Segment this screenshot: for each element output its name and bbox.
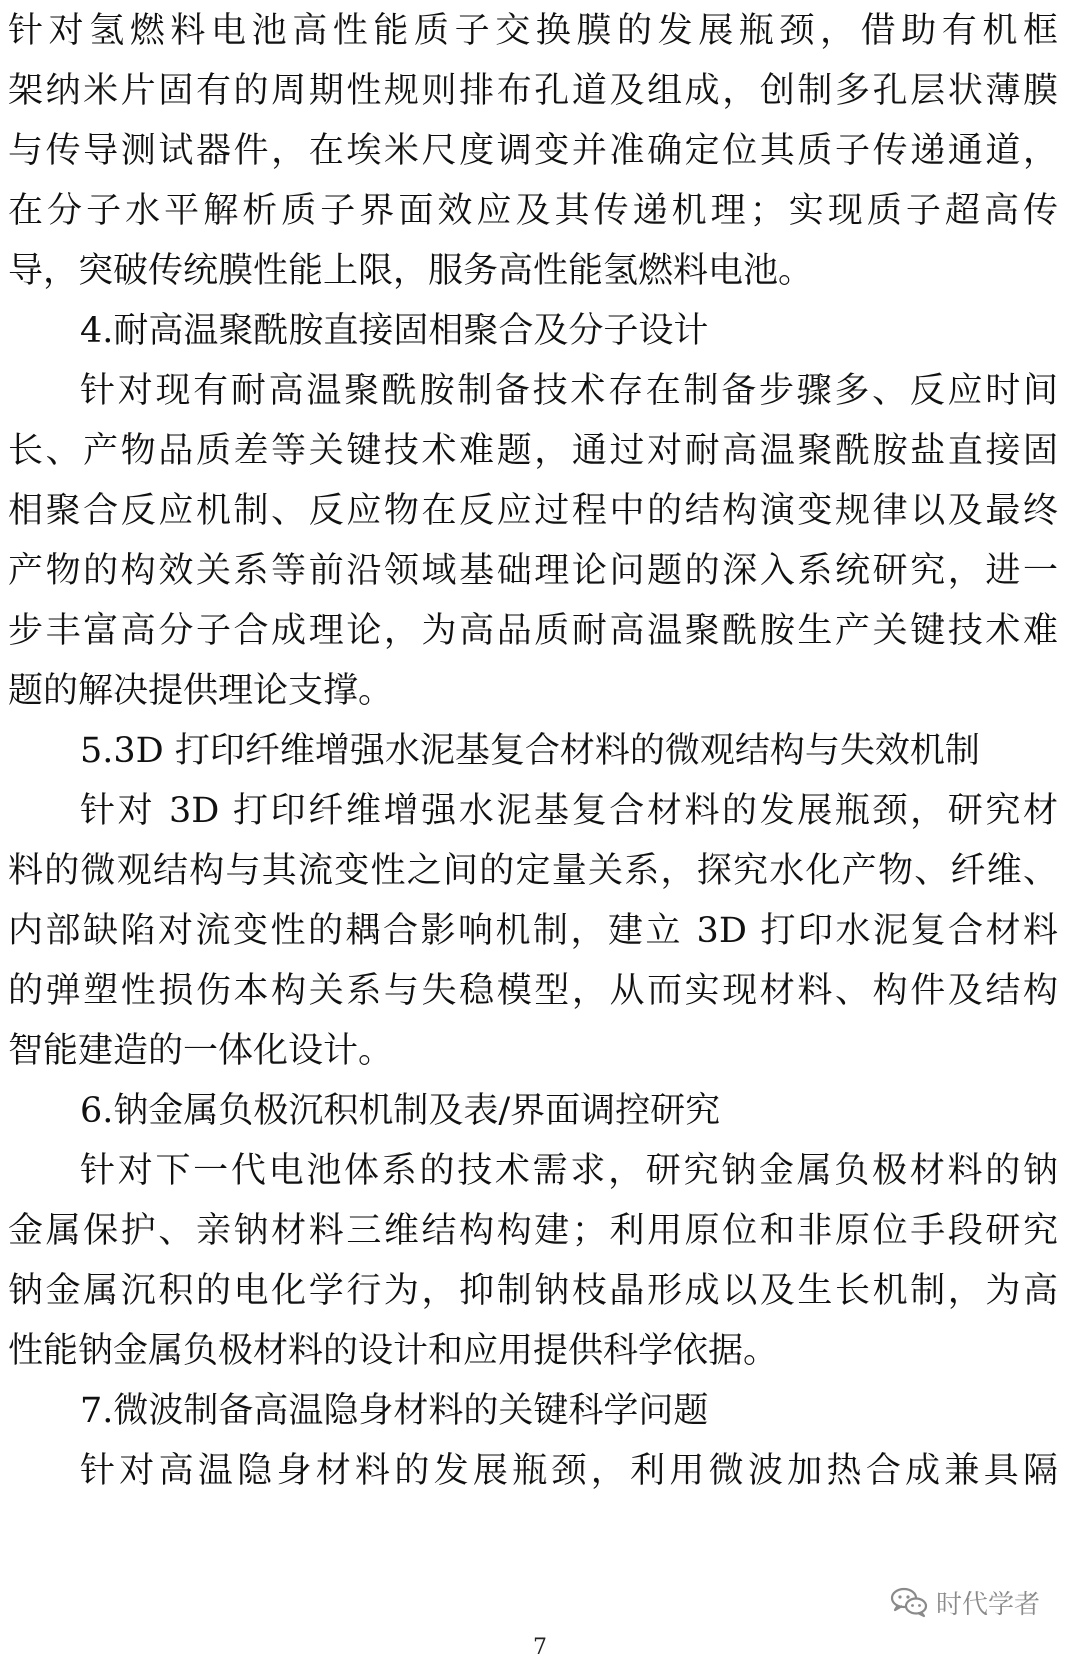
body-line: 产物的构效关系等前沿领域基础理论问题的深入系统研究，进一	[8, 551, 1058, 591]
body-line: 针对现有耐高温聚酰胺制备技术存在制备步骤多、反应时间	[80, 371, 1058, 411]
body-line: 与传导测试器件，在埃米尺度调变并准确定位其质子传递通道，	[8, 131, 1058, 171]
body-line: 智能建造的一体化设计。	[8, 1031, 394, 1071]
body-line: 的弹塑性损伤本构关系与失稳模型，从而实现材料、构件及结构	[8, 971, 1058, 1011]
body-line: 步丰富高分子合成理论，为高品质耐高温聚酰胺生产关键技术难	[8, 611, 1058, 651]
watermark-text: 时代学者	[936, 1589, 1041, 1620]
wechat-icon	[890, 1586, 928, 1618]
body-line: 内部缺陷对流变性的耦合影响机制，建立 3D 打印水泥复合材料	[8, 911, 1058, 951]
body-line: 料的微观结构与其流变性之间的定量关系，探究水化产物、纤维、	[8, 851, 1058, 891]
section-heading: 5.3D 打印纤维增强水泥基复合材料的微观结构与失效机制	[80, 731, 980, 771]
body-line: 针对下一代电池体系的技术需求，研究钠金属负极材料的钠	[80, 1151, 1058, 1191]
section-heading: 6.钠金属负极沉积机制及表/界面调控研究	[80, 1091, 721, 1131]
body-line: 针对高温隐身材料的发展瓶颈，利用微波加热合成兼具隔	[80, 1451, 1058, 1491]
page-number: 7	[533, 1635, 547, 1660]
body-line: 金属保护、亲钠材料三维结构构建；利用原位和非原位手段研究	[8, 1211, 1058, 1251]
body-line: 钠金属沉积的电化学行为，抑制钠枝晶形成以及生长机制，为高	[8, 1271, 1058, 1311]
body-line: 针对氢燃料电池高性能质子交换膜的发展瓶颈，借助有机框	[8, 11, 1058, 51]
body-line: 题的解决提供理论支撑。	[8, 671, 394, 711]
body-line: 相聚合反应机制、反应物在反应过程中的结构演变规律以及最终	[8, 491, 1058, 531]
section-heading: 4.耐高温聚酰胺直接固相聚合及分子设计	[80, 311, 709, 351]
section-heading: 7.微波制备高温隐身材料的关键科学问题	[80, 1391, 709, 1431]
body-line: 导，突破传统膜性能上限，服务高性能氢燃料电池。	[8, 251, 814, 291]
watermark	[890, 1582, 1040, 1622]
body-line: 针对 3D 打印纤维增强水泥基复合材料的发展瓶颈，研究材	[80, 791, 1058, 831]
body-line: 架纳米片固有的周期性规则排布孔道及组成，创制多孔层状薄膜	[8, 71, 1058, 111]
body-line: 长、产物品质差等关键技术难题，通过对耐高温聚酰胺盐直接固	[8, 431, 1058, 471]
body-line: 在分子水平解析质子界面效应及其传递机理；实现质子超高传	[8, 191, 1058, 231]
body-line: 性能钠金属负极材料的设计和应用提供科学依据。	[8, 1331, 779, 1371]
